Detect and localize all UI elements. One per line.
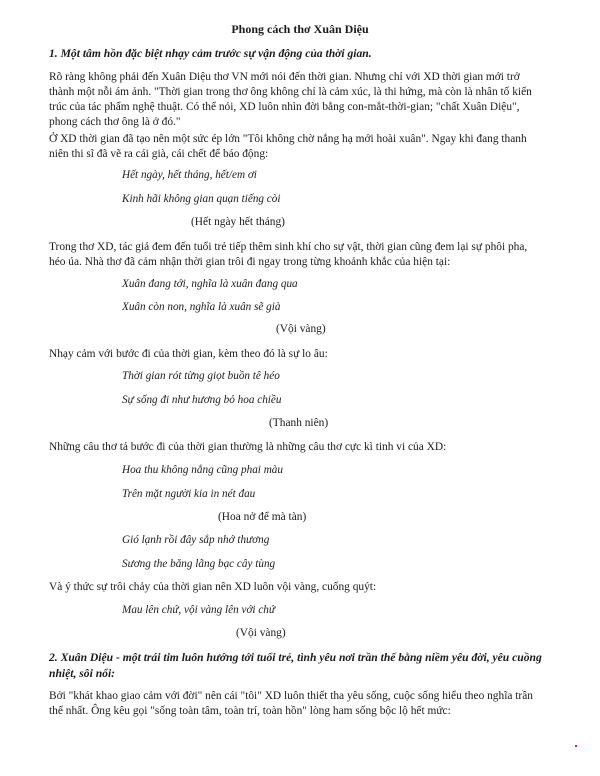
verse-line: Trên mặt người kia in nét đau (122, 488, 256, 500)
decorative-dot (575, 745, 577, 747)
paragraph-1 (49, 70, 569, 130)
paragraph-5-line: Những câu thơ tả bước đi của thời gian thường là những câu thơ cực kì tinh vi của XD: (49, 441, 447, 453)
paragraph-2 (49, 132, 569, 162)
section-1-heading: 1. Một tâm hồn đặc biệt nhạy cảm trước sự vận động của thời gian. (49, 47, 372, 60)
section-2-heading-line: 2. Xuân Diệu - một trái tim luôn hướng tới tuổi trẻ, tình yêu nơi trần thế bằng niềm yêu đời, yêu cuồng (49, 651, 542, 664)
verse-line: Kinh hãi không gian quạn tiếng còi (122, 193, 281, 205)
verse-line: Gió lạnh rồi đây sắp nhớ thương (122, 534, 270, 546)
verse-line: Xuân đang tới, nghĩa là xuân đang qua (122, 278, 298, 290)
poem-source: (Hết ngày hết tháng) (191, 216, 285, 228)
paragraph-3 (49, 240, 569, 270)
paragraph-1-line: phong cách thơ ông là ở đó." (49, 116, 181, 128)
section-2-heading-line: nhiệt, sôi nổi: (49, 667, 116, 680)
paragraph-7-line: Bởi "khát khao giao cảm với đời" nên cái "tôi" XD luôn thiết tha yêu sống, cuộc sống hiểu theo nghĩa trần (49, 690, 533, 702)
section-2-heading (49, 650, 569, 682)
paragraph-7 (49, 689, 569, 719)
verse-line: Xuân còn non, nghĩa là xuân sẽ già (122, 301, 281, 313)
paragraph-1-line: trúc của tác phẩm nghệ thuật. Có thể nói, XD luôn nhìn đời bằng con-mắt-thời-gian; "chất Xuân Diệu", (49, 101, 520, 113)
poem-source: (Thanh niên) (269, 417, 329, 429)
paragraph-7-line: thế nhất. Ông kêu gọi "sống toàn tâm, toàn trí, toàn hồn" lòng ham sống bộc lộ hết mức: (49, 705, 451, 717)
verse-line: Hoa thu không nắng cũng phai màu (122, 464, 283, 476)
paragraph-3-line: Trong thơ XD, tác giả đem đến tuổi trẻ tiếp thêm sinh khí cho sự vật, thời gian cũng đem lại sự phôi pha, (49, 241, 528, 253)
verse-line: Hết ngày, hết tháng, hết/em ơi (122, 169, 257, 181)
paragraph-2-line: Ở XD thời gian đã tạo nên một sức ép lớn "Tôi không chờ nắng hạ mới hoài xuân". Ngay khi đang thanh (49, 133, 527, 145)
verse-line: Sương the băng lãng bạc cây tùng (122, 558, 276, 570)
paragraph-4-line: Nhạy cảm với bước đi của thời gian, kèm theo đó là sự lo âu: (49, 348, 328, 360)
page-title: Phong cách thơ Xuân Diệu (231, 22, 369, 36)
verse-line: Sự sống đi như hương bỏ hoa chiều (122, 394, 282, 406)
poem-source: (Hoa nở để mà tàn) (218, 511, 307, 523)
verse-line: Thời gian rót từng giọt buồn tê héo (122, 370, 280, 382)
poem-source: (Vội vàng) (276, 323, 326, 335)
paragraph-3-line: héo úa. Nhà thơ đã cảm nhận thời gian trôi đi ngay trong từng khoảnh khắc của hiện tại: (49, 256, 451, 268)
poem-source: (Vội vàng) (236, 627, 286, 639)
paragraph-5 (49, 440, 569, 455)
paragraph-1-line: Rõ ràng không phải đến Xuân Diệu thơ VN mới nói đến thời gian. Nhưng chỉ với XD thời gian mới trở (49, 71, 520, 83)
paragraph-2-line: niên thi sĩ đã vẽ ra cái già, cái chết để báo động: (49, 148, 269, 160)
paragraph-6-line: Và ý thức sự trôi chảy của thời gian nên XD luôn vội vàng, cuống quýt: (49, 581, 377, 593)
verse-line: Mau lên chứ, vội vàng lên với chứ (122, 604, 275, 616)
paragraph-1-line: thành một nỗi ám ảnh. "Thời gian trong thơ ông không chỉ là cảm xúc, là thi hứng, mà còn là nhân tố kiến (49, 86, 532, 98)
paragraph-4 (49, 347, 569, 362)
paragraph-6 (49, 580, 569, 595)
